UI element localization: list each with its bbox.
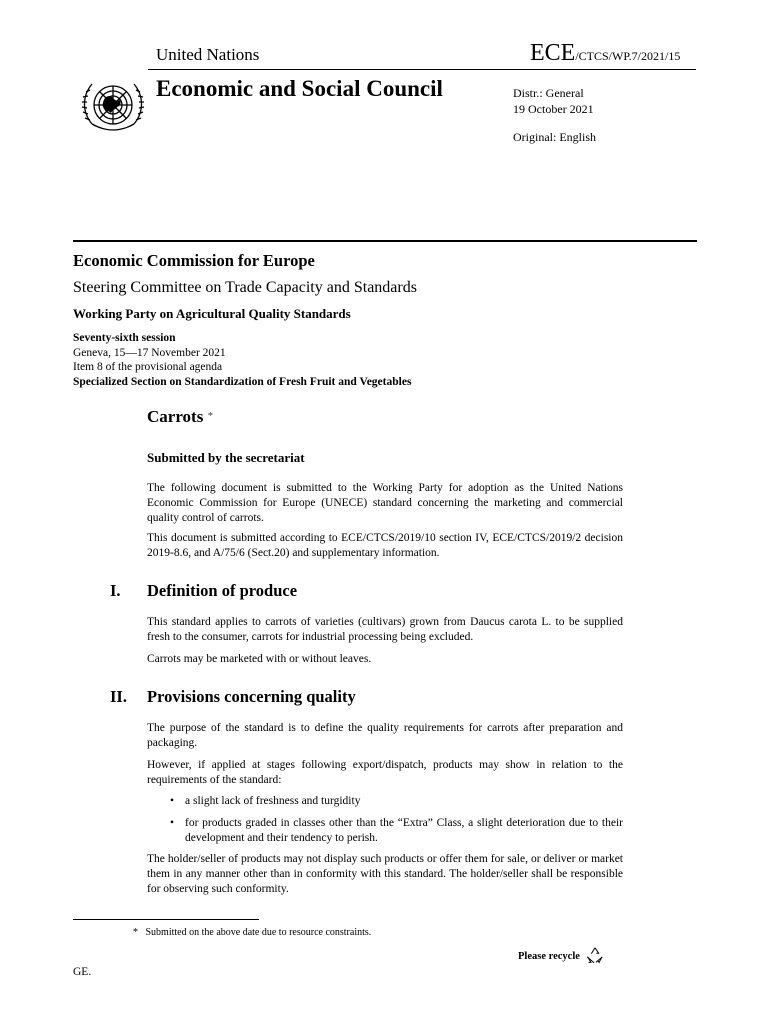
title-text: Carrots bbox=[147, 407, 204, 426]
intro-paragraph-1: The following document is submitted to the Working Party for adoption as the United Nations Economic Commission for Europe (UNECE) standard concerning the marketing and commercial quality control of carrots. bbox=[147, 482, 623, 524]
un-emblem-icon bbox=[78, 76, 148, 136]
recycle-icon bbox=[584, 945, 606, 967]
list-item bbox=[172, 794, 623, 809]
symbol-suffix: /CTCS/WP.7/2021/15 bbox=[575, 49, 681, 63]
section-1-number: I. bbox=[110, 581, 121, 600]
section-1-heading: Definition of produce bbox=[147, 581, 298, 600]
footnote-rule bbox=[73, 919, 259, 920]
section-2-heading: Provisions concerning quality bbox=[147, 687, 356, 706]
bullet-glyph: • bbox=[170, 817, 175, 829]
document-date: 19 October 2021 bbox=[513, 102, 594, 116]
meta-rule bbox=[73, 240, 697, 242]
agenda-item: Item 8 of the provisional agenda bbox=[73, 361, 223, 373]
session-info bbox=[73, 331, 411, 389]
section-2-paragraph-3: The holder/seller of products may not display such products or offer them for sale, or deliver or market them in any manner other than in conformity with this standard. The holder/seller shall be responsible for observing such conformity. bbox=[147, 853, 623, 895]
session-name: Seventy-sixth session bbox=[73, 332, 176, 344]
original-language: Original: English bbox=[513, 130, 596, 144]
section-1-paragraph-2: Carrots may be marketed with or without leaves. bbox=[147, 653, 372, 665]
distribution-label: Distr.: General bbox=[513, 86, 584, 100]
recycle-label: Please recycle bbox=[518, 950, 580, 962]
header-rule bbox=[148, 69, 696, 70]
specialized-section: Specialized Section on Standardization of Fresh Fruit and Vegetables bbox=[73, 375, 412, 388]
symbol-prefix: ECE bbox=[530, 40, 576, 66]
organization-name: United Nations bbox=[156, 45, 260, 64]
document-title bbox=[147, 407, 213, 427]
distribution-info bbox=[513, 85, 594, 117]
list-item-text: for products graded in classes other than the “Extra” Class, a slight deterioration due to their development and their tendency to perish. bbox=[185, 817, 623, 844]
submitted-by: Submitted by the secretariat bbox=[147, 450, 305, 465]
footnote bbox=[133, 927, 371, 938]
bullet-glyph: • bbox=[170, 795, 175, 807]
list-item-text: a slight lack of freshness and turgidity bbox=[185, 795, 361, 807]
title-footnote-mark: * bbox=[207, 410, 214, 422]
recycle-notice bbox=[518, 945, 606, 967]
committee-name: Steering Committee on Trade Capacity and Standards bbox=[73, 279, 417, 296]
section-1-paragraph-1: This standard applies to carrots of varieties (cultivars) grown from Daucus carota L. to be supplied fresh to the consumer, carrots for industrial processing being excluded. bbox=[147, 616, 623, 643]
footnote-mark: * bbox=[133, 927, 138, 938]
document-symbol bbox=[530, 40, 680, 67]
section-2-paragraph-2: However, if applied at stages following export/dispatch, products may show in relation to the requirements of the standard: bbox=[147, 759, 623, 786]
commission-name: Economic Commission for Europe bbox=[73, 251, 315, 270]
intro-paragraph-2: This document is submitted according to ECE/CTCS/2019/10 section IV, ECE/CTCS/2019/2 decision 2019-8.6, and A/75/6 (Sect.20) and supplementary information. bbox=[147, 532, 623, 559]
list-item bbox=[172, 816, 623, 846]
working-party-name: Working Party on Agricultural Quality Standards bbox=[73, 306, 351, 321]
footnote-text: Submitted on the above date due to resource constraints. bbox=[145, 927, 372, 938]
section-2-number: II. bbox=[110, 687, 127, 706]
council-name: Economic and Social Council bbox=[156, 76, 443, 101]
ge-number: GE. bbox=[73, 966, 92, 978]
session-location: Geneva, 15—17 November 2021 bbox=[73, 346, 226, 359]
section-2-paragraph-1: The purpose of the standard is to define the quality requirements for carrots after preparation and packaging. bbox=[147, 722, 623, 749]
